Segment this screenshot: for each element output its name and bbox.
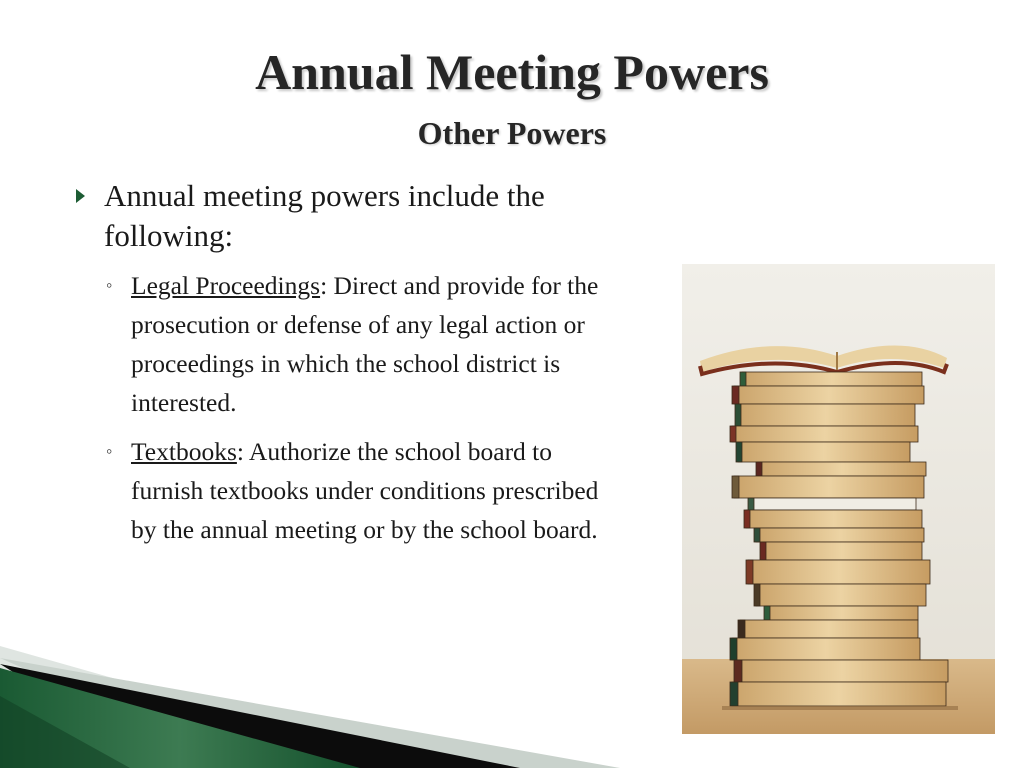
ring-icon: ◦ [106,441,113,461]
triangle-arrow-icon [76,189,85,203]
bullet-item-main [76,176,616,256]
text-legal-proceedings: : Direct and provide for the prosecution or defense of any legal action or proceedings in which the school district is interested. [131,271,599,417]
text-textbooks: : Authorize the school board to furnish textbooks under conditions prescribed by the annual meeting or by the school board. [131,437,599,544]
bullet-list [76,176,616,549]
ring-icon: ◦ [106,275,113,295]
stack-of-books-photo [682,264,995,734]
sub-bullet-legal-proceedings [104,266,611,422]
slide-subtitle: Other Powers [417,115,607,151]
slide-title: Annual Meeting Powers [255,44,769,100]
sub-bullet-textbooks [104,432,611,549]
term-textbooks: Textbooks [131,437,237,466]
bullet-text-main: Annual meeting powers include the following: [104,178,545,253]
term-legal-proceedings: Legal Proceedings [131,271,321,300]
